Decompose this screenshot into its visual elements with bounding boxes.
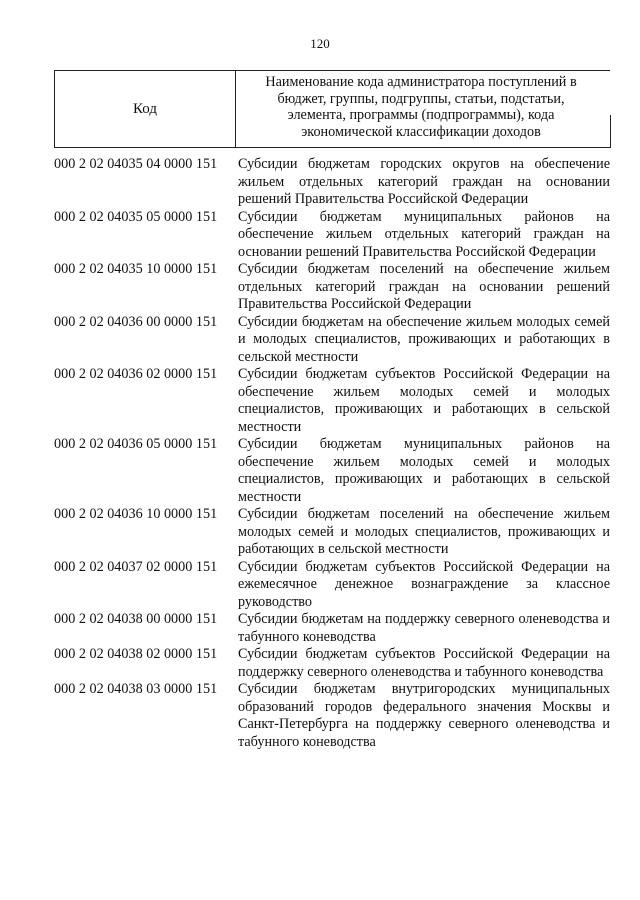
table-row: [54, 209, 610, 262]
row-code: 000 2 02 04035 10 0000 151: [54, 261, 218, 277]
row-code: 000 2 02 04035 05 0000 151: [54, 208, 218, 225]
classification-list: [54, 156, 610, 751]
table-row: [54, 366, 610, 436]
column-header-name: Наименование кода администратора поступлений в бюджет, группы, подгруппы, статьи, подстатьи, элемента, программы (подпрограммы), кода экономической классификации доходов: [265, 74, 577, 140]
row-code: 000 2 02 04038 00 0000 151: [54, 611, 218, 627]
row-code: 000 2 02 04036 02 0000 151: [54, 366, 218, 382]
row-code: 000 2 02 04038 03 0000 151: [54, 681, 218, 697]
row-description: Субсидии бюджетам на обеспечение жильем молодых семей и молодых специалистов, проживающих и работающих в сельской местности: [238, 313, 610, 365]
row-description: Субсидии бюджетам поселений на обеспечение жильем отдельных категорий граждан на основании решений Правительства Российской Федерации: [238, 261, 610, 312]
row-code: 000 2 02 04036 05 0000 151: [54, 436, 218, 452]
table-row: [54, 436, 610, 506]
row-code: 000 2 02 04037 02 0000 151: [54, 558, 218, 575]
table-row: [54, 314, 610, 367]
table-row: [54, 559, 610, 612]
row-code: 000 2 02 04038 02 0000 151: [54, 646, 218, 662]
row-code: 000 2 02 04036 10 0000 151: [54, 506, 218, 522]
page-number: 120: [310, 36, 330, 51]
table-header: [54, 70, 610, 148]
row-description: Субсидии бюджетам внутригородских муниципальных образований городов федерального значения Москвы и Санкт-Петербурга на поддержку северного оленеводства и табунного коневодства: [238, 681, 610, 750]
row-description: Субсидии бюджетам муниципальных районов на обеспечение жильем молодых семей и молодых специалистов, проживающих и работающих в сельской местности: [238, 436, 610, 505]
row-description: Субсидии бюджетам поселений на обеспечение жильем молодых семей и молодых специалистов, проживающих и работающих в сельской местности: [238, 506, 610, 557]
table-row: [54, 611, 610, 646]
row-code: 000 2 02 04036 00 0000 151: [54, 313, 218, 330]
row-description: Субсидии бюджетам субъектов Российской Федерации на ежемесячное денежное вознаграждение за классное руководство: [238, 558, 610, 610]
row-code: 000 2 02 04035 04 0000 151: [54, 156, 218, 172]
row-description: Субсидии бюджетам на поддержку северного оленеводства и табунного коневодства: [238, 611, 610, 645]
table-border-right: [610, 115, 611, 148]
column-header-code: Код: [55, 71, 236, 147]
row-description: Субсидии бюджетам субъектов Российской Федерации на обеспечение жильем молодых семей и молодых специалистов, проживающих и работающих в сельской местности: [238, 366, 610, 435]
row-description: Субсидии бюджетам субъектов Российской Федерации на поддержку северного оленеводства и табунного коневодства: [238, 646, 610, 680]
table-row: [54, 646, 610, 681]
table-row: [54, 506, 610, 559]
table-row: [54, 261, 610, 314]
table-row: [54, 681, 610, 751]
row-description: Субсидии бюджетам муниципальных районов на обеспечение жильем отдельных категорий граждан на основании решений Правительства Российской Федерации: [238, 208, 610, 260]
row-description: Субсидии бюджетам городских округов на обеспечение жильем отдельных категорий граждан на основании решений Правительства Российской Федерации: [238, 156, 610, 207]
table-row: [54, 156, 610, 209]
